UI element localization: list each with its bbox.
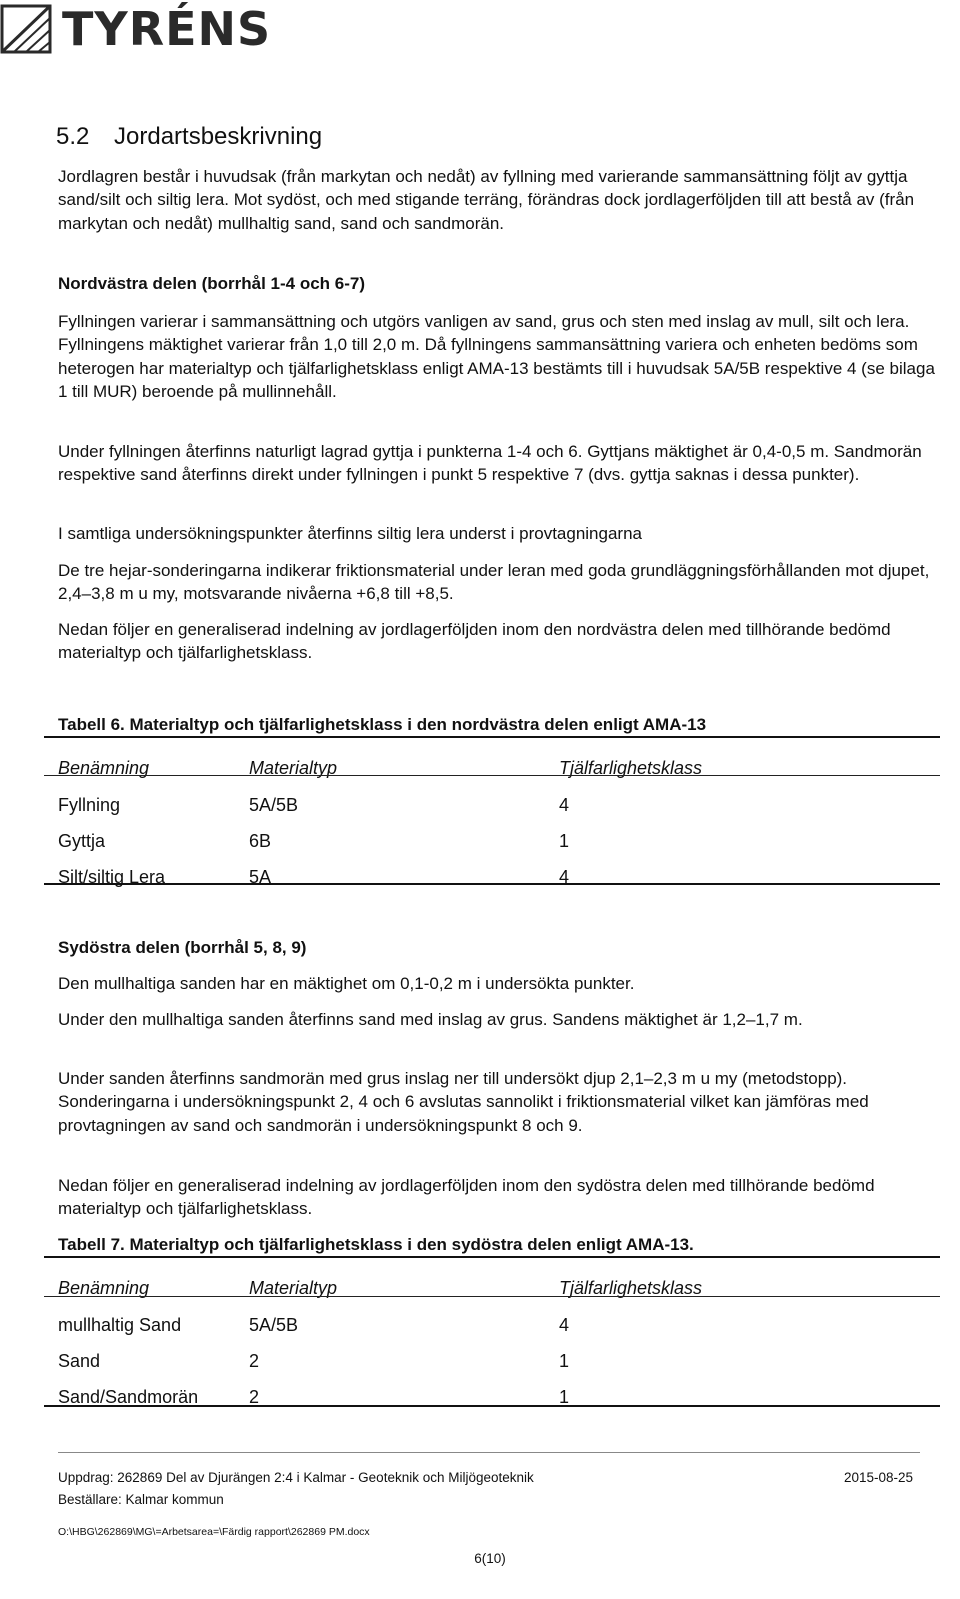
table7-header-cell: Materialtyp (249, 1278, 338, 1298)
table-cell: 5A/5B (249, 794, 299, 815)
table-row (58, 823, 702, 859)
table7-header-rule (44, 1296, 940, 1297)
table7-bottom-rule (44, 1405, 940, 1407)
intro-paragraph: Jordlagren består i huvudsak (från markytan och nedåt) av fyllning med varierande sammansättning följt av gyttja sand/silt och siltig lera. Mot sydöst, och med stigande terräng, förändras dock jordlagerföljden till att bestå av (från markytan och nedåt) mullhaltig sand, sand och sandmorän. (58, 167, 915, 233)
table-row (58, 859, 702, 895)
table7-top-rule (44, 1256, 940, 1258)
table-cell: 5A/5B (249, 1314, 299, 1335)
table6-top-rule (44, 736, 940, 738)
table6-header-rule (44, 775, 940, 776)
table6-header-cell: Tjälfarlighetsklass (559, 758, 703, 778)
table-row (58, 1379, 702, 1415)
footer-assignment: Uppdrag: 262869 Del av Djurängen 2:4 i Kalmar - Geoteknik och Miljögeoteknik (58, 1470, 534, 1485)
logo-text: TYRÉNS (62, 2, 272, 56)
footer-file-path: O:\HBG\262869\MG\=Arbetsarea=\Färdig rapport\262869 PM.docx (58, 1526, 370, 1538)
table7 (58, 1270, 702, 1415)
table-cell: 6B (249, 830, 272, 851)
table-row (58, 1307, 702, 1343)
footer-rule (58, 1452, 920, 1453)
table6 (58, 750, 702, 895)
table-cell: 4 (559, 866, 570, 887)
table-cell: 2 (249, 1386, 260, 1407)
table-cell: Silt/siltig Lera (58, 866, 166, 887)
nordvastra-paragraph-2: Under fyllningen återfinns naturligt lagrad gyttja i punkterna 1-4 och 6. Gyttjans mäktighet är 0,4-0,5 m. Sandmorän respektive sand återfinns direkt under fyllningen i punkt 5 respektive 7 (dvs. gyttja saknas i dessa punkter). (58, 442, 922, 485)
table-row (58, 787, 702, 823)
nordvastra-paragraph-5: Nedan följer en generaliserad indelning av jordlagerföljden inom den nordvästra delen med tillhörande bedömd materialtyp och tjälfarlighetsklass. (58, 620, 891, 663)
table7-header-cell: Benämning (58, 1278, 150, 1298)
table-cell: 1 (559, 1350, 570, 1371)
table-cell: Fyllning (58, 794, 121, 815)
footer-client: Beställare: Kalmar kommun (58, 1492, 224, 1507)
section-heading (58, 123, 940, 151)
table6-header-cell: Materialtyp (249, 758, 338, 778)
nordvastra-paragraph-3: I samtliga undersökningspunkter återfinns siltig lera underst i provtagningarna (58, 524, 642, 543)
table6-caption: Tabell 6. Materialtyp och tjälfarlighetsklass i den nordvästra delen enligt AMA-13 (58, 715, 707, 734)
table7-header-row (58, 1270, 702, 1307)
nordvastra-heading: Nordvästra delen (borrhål 1-4 och 6-7) (58, 274, 366, 293)
sydostra-heading: Sydöstra delen (borrhål 5, 8, 9) (58, 938, 307, 957)
footer-date: 2015-08-25 (843, 1470, 913, 1485)
nordvastra-paragraph-4: De tre hejar-sonderingarna indikerar friktionsmaterial under leran med goda grundläggningsförhållanden mot djupet, 2,4–3,8 m u my, motsvarande nivåerna +6,8 till +8,5. (58, 561, 930, 604)
table-cell: Sand/Sandmorän (58, 1386, 199, 1407)
sydostra-paragraph-3: Under sanden återfinns sandmorän med grus inslag ner till undersökt djup 2,1–2,3 m u my (metodstopp). Sonderingarna i undersökningspunkt 2, 4 och 6 avslutas sannolikt i friktionsmaterial vilket kan jämföras med provtagningen av sand och sandmorän i undersökningspunkt 8 och 9. (58, 1069, 869, 1135)
table7-header-cell: Tjälfarlighetsklass (559, 1278, 703, 1298)
tyrens-logo-icon (0, 4, 52, 54)
table-cell: Sand (58, 1350, 101, 1371)
table-cell: 5A (249, 866, 272, 887)
table-cell: Gyttja (58, 830, 106, 851)
table-cell: 4 (559, 794, 570, 815)
section-number: 5.2 (56, 123, 90, 150)
nordvastra-paragraph-1: Fyllningen varierar i sammansättning och utgörs vanligen av sand, grus och sten med inslag av mull, silt och lera. Fyllningens mäktighet varierar från 1,0 till 2,0 m. Då fyllningens sammansättning variera och enheten bedöms som heterogen har materialtyp och tjälfarlighetsklass enligt AMA-13 bestämts till i huvudsak 5A/5B respektive 4 (se bilaga 1 till MUR) beroende på mullinnehåll. (58, 312, 935, 401)
sydostra-paragraph-2: Under den mullhaltiga sanden återfinns sand med inslag av grus. Sandens mäktighet är 1,2–1,7 m. (58, 1010, 803, 1029)
table-cell: 4 (559, 1314, 570, 1335)
table-cell: 1 (559, 1386, 570, 1407)
table-row (58, 1343, 702, 1379)
table-cell: mullhaltig Sand (58, 1314, 182, 1335)
section-title: Jordartsbeskrivning (114, 123, 323, 150)
page-number: 6(10) (474, 1551, 506, 1566)
table7-caption: Tabell 7. Materialtyp och tjälfarlighetsklass i den sydöstra delen enligt AMA-13. (58, 1235, 694, 1254)
company-logo (0, 4, 271, 54)
table6-bottom-rule (44, 883, 940, 885)
table-cell: 2 (249, 1350, 260, 1371)
table6-header-cell: Benämning (58, 758, 150, 778)
sydostra-paragraph-4: Nedan följer en generaliserad indelning av jordlagerföljden inom den sydöstra delen med tillhörande bedömd materialtyp och tjälfarlighetsklass. (58, 1176, 875, 1219)
table6-header-row (58, 750, 702, 787)
table-cell: 1 (559, 830, 570, 851)
sydostra-paragraph-1: Den mullhaltiga sanden har en mäktighet om 0,1-0,2 m i undersökta punkter. (58, 974, 635, 993)
